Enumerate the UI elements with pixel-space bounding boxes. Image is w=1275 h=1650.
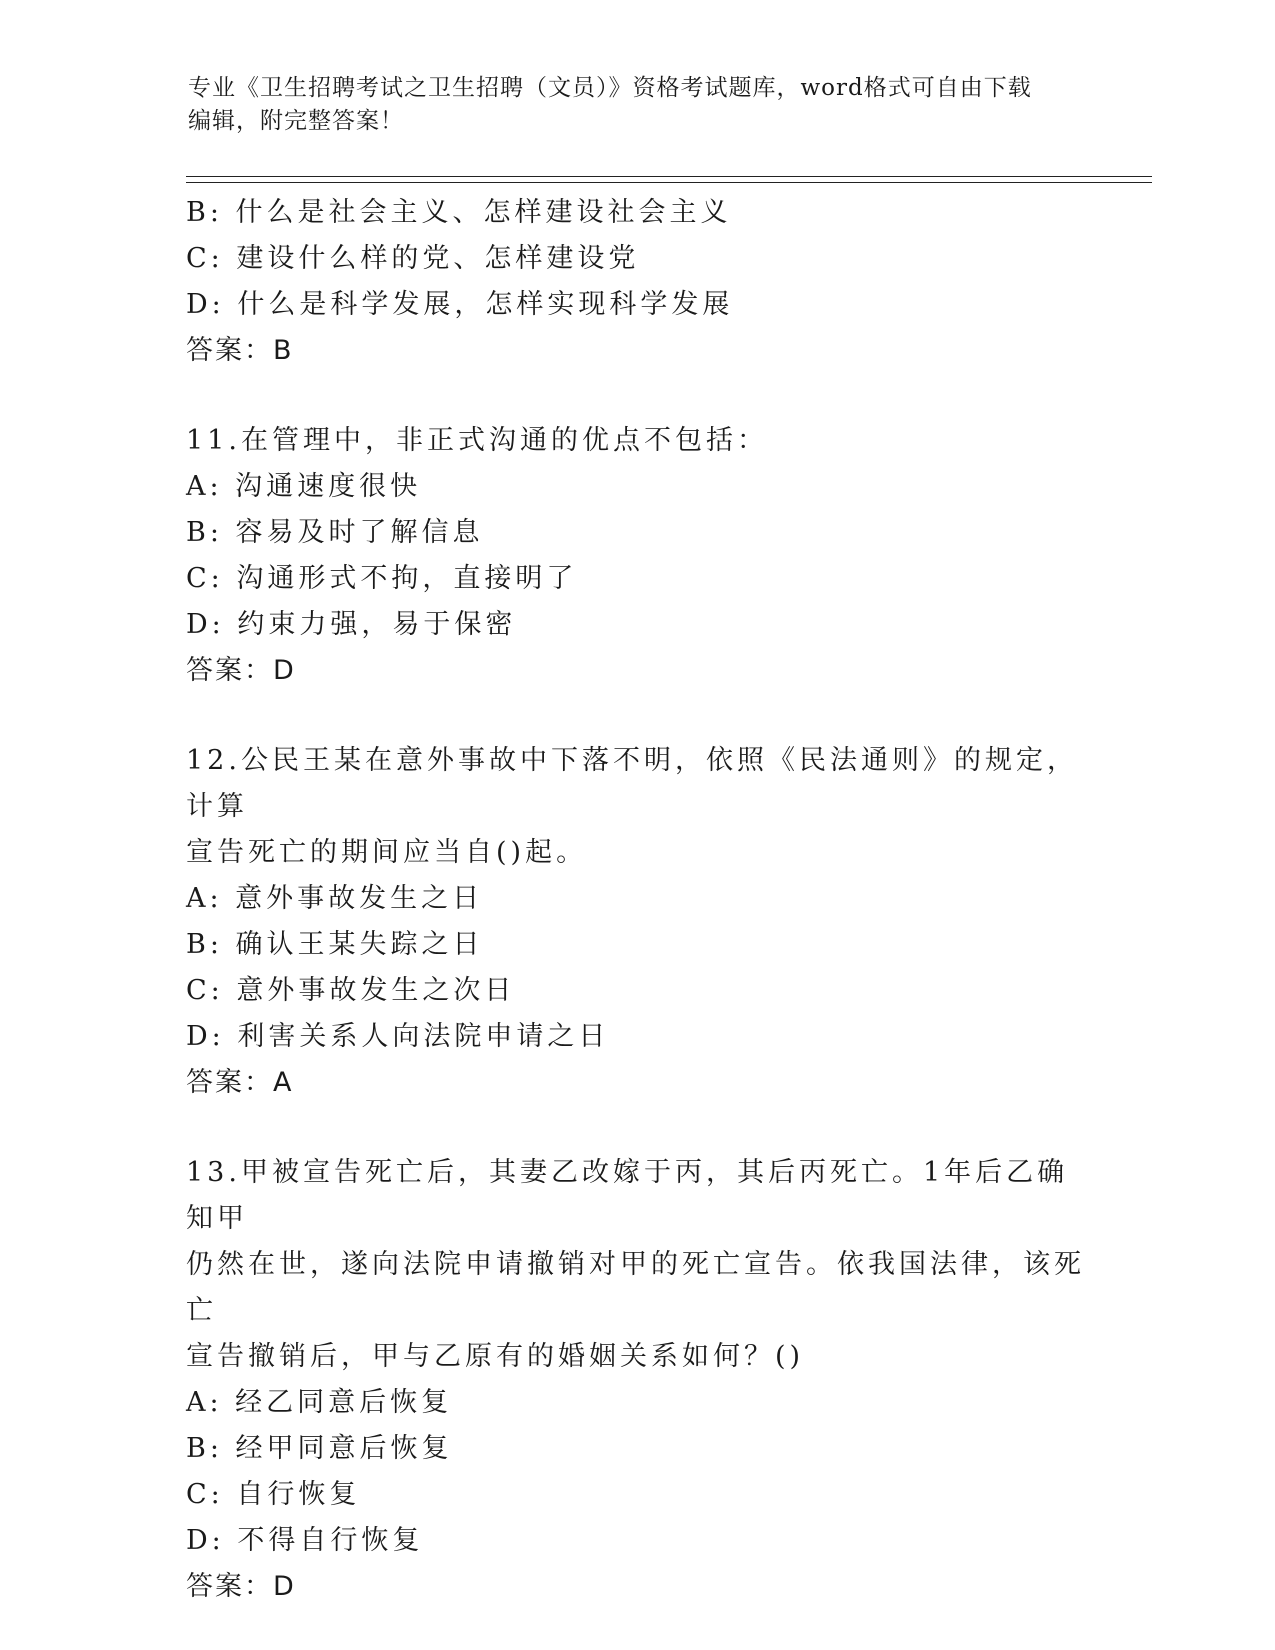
option-c: C: 自行恢复 — [186, 1479, 361, 1510]
document-header — [188, 72, 1088, 138]
header-line-2: 编辑，附完整答案！ — [188, 108, 404, 134]
option-b: B: 经甲同意后恢复 — [186, 1433, 453, 1464]
question-text-line: 12.公民王某在意外事故中下落不明，依照《民法通则》的规定，计算 — [186, 745, 1078, 822]
question-text-line: 13.甲被宣告死亡后，其妻乙改嫁于丙，其后丙死亡。1年后乙确知甲 — [186, 1157, 1069, 1234]
question-text — [186, 418, 1086, 464]
option-d: D: 不得自行恢复 — [186, 1525, 424, 1556]
answer: 答案：A — [186, 1067, 294, 1098]
question-text-line: 仍然在世，遂向法院申请撤销对甲的死亡宣告。依我国法律，该死亡 — [186, 1249, 1085, 1326]
option-a: A: 沟通速度很快 — [186, 471, 422, 502]
option-b: B: 确认王某失踪之日 — [186, 929, 484, 960]
option-a: A: 意外事故发生之日 — [186, 883, 484, 914]
question-text-line: 宣告死亡的期间应当自()起。 — [186, 837, 588, 868]
answer: 答案：D — [186, 655, 296, 686]
question-text-line: 宣告撤销后，甲与乙原有的婚姻关系如何？() — [186, 1341, 805, 1372]
option-a: A: 经乙同意后恢复 — [186, 1387, 453, 1418]
option-c: C: 沟通形式不拘，直接明了 — [186, 563, 578, 594]
option-b: B: 容易及时了解信息 — [186, 517, 484, 548]
question-13 — [186, 1150, 1086, 1610]
answer: 答案：B — [186, 335, 294, 366]
question-text — [186, 738, 1086, 876]
header-divider-top — [186, 176, 1152, 177]
option-d: D: 约束力强，易于保密 — [186, 609, 517, 640]
question-10-continued — [186, 190, 1086, 374]
option-d: D: 什么是科学发展，怎样实现科学发展 — [186, 289, 734, 320]
question-text-line: 11.在管理中，非正式沟通的优点不包括： — [186, 425, 768, 456]
option-d: D: 利害关系人向法院申请之日 — [186, 1021, 610, 1052]
header-divider-bottom — [186, 182, 1152, 183]
question-11 — [186, 418, 1086, 694]
option-b: B: 什么是社会主义、怎样建设社会主义 — [186, 197, 732, 228]
question-list — [186, 190, 1086, 1610]
answer: 答案：D — [186, 1571, 296, 1602]
question-text — [186, 1150, 1086, 1380]
option-c: C: 建设什么样的党、怎样建设党 — [186, 243, 640, 274]
question-12 — [186, 738, 1086, 1106]
header-line-1: 专业《卫生招聘考试之卫生招聘（文员）》资格考试题库，word格式可自由下载 — [188, 75, 1032, 101]
option-c: C: 意外事故发生之次日 — [186, 975, 516, 1006]
